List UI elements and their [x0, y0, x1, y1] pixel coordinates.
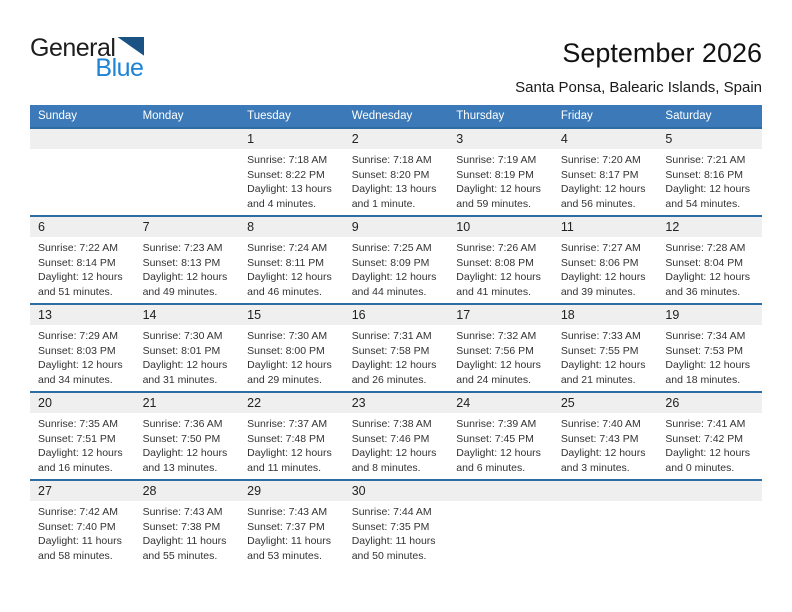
sunrise-text: Sunrise: 7:20 AM [560, 154, 641, 166]
day-number: 1 [239, 129, 344, 149]
day-cell-empty [30, 129, 135, 215]
day-cell [657, 129, 762, 215]
week-row [30, 479, 762, 567]
sunset-text: Sunset: 8:16 PM [665, 168, 744, 181]
daylight-text: Daylight: 12 hours and 44 minutes. [351, 271, 437, 298]
sunrise-text: Sunrise: 7:31 AM [351, 330, 432, 342]
sunrise-text: Sunrise: 7:41 AM [665, 418, 746, 430]
day-number: 6 [30, 217, 135, 237]
day-details [239, 325, 344, 387]
weekday-header-monday: Monday [142, 110, 184, 122]
day-details [657, 413, 762, 475]
daylight-text: Daylight: 12 hours and 24 minutes. [456, 359, 541, 386]
sunset-text: Sunset: 7:40 PM [38, 520, 116, 533]
day-cell-empty [657, 481, 762, 567]
day-cell [239, 129, 344, 215]
weekday-header-saturday: Saturday [665, 110, 712, 122]
daylight-text: Daylight: 12 hours and 51 minutes. [38, 271, 123, 298]
weekday-header-tuesday: Tuesday [247, 110, 291, 122]
day-number: 20 [30, 393, 135, 413]
day-details [553, 413, 658, 475]
week-row [30, 127, 762, 215]
day-details [657, 325, 762, 387]
day-cell [239, 217, 344, 303]
day-cell [448, 305, 553, 391]
sunset-text: Sunset: 7:58 PM [351, 344, 430, 357]
day-details [30, 501, 135, 563]
daylight-text: Daylight: 12 hours and 36 minutes. [665, 271, 751, 298]
day-cell [657, 393, 762, 479]
day-details [135, 501, 240, 563]
daylight-text: Daylight: 12 hours and 16 minutes. [38, 447, 123, 474]
day-number: 11 [553, 217, 658, 237]
day-details [448, 413, 553, 475]
logo-text-general: General [30, 34, 116, 62]
sunrise-text: Sunrise: 7:28 AM [665, 242, 746, 254]
day-cell [344, 481, 449, 567]
daylight-text: Daylight: 12 hours and 21 minutes. [560, 359, 646, 386]
daylight-text: Daylight: 12 hours and 18 minutes. [665, 359, 751, 386]
daylight-text: Daylight: 12 hours and 6 minutes. [456, 447, 541, 474]
day-number: 2 [344, 129, 449, 149]
sunset-text: Sunset: 8:06 PM [560, 256, 639, 269]
sunrise-text: Sunrise: 7:24 AM [247, 242, 328, 254]
sunrise-text: Sunrise: 7:44 AM [351, 506, 432, 518]
week-row [30, 391, 762, 479]
day-cell [448, 393, 553, 479]
day-details [239, 149, 344, 211]
daylight-text: Daylight: 12 hours and 34 minutes. [38, 359, 123, 386]
page-header [30, 0, 762, 105]
weekday-header-thursday: Thursday [456, 110, 505, 122]
day-cell [448, 129, 553, 215]
sunset-text: Sunset: 8:14 PM [38, 256, 116, 269]
sunrise-text: Sunrise: 7:30 AM [247, 330, 328, 342]
day-cell [135, 393, 240, 479]
day-cell [135, 305, 240, 391]
day-number: 15 [239, 305, 344, 325]
day-number: 22 [239, 393, 344, 413]
day-cell-empty [553, 481, 658, 567]
day-cell-empty [448, 481, 553, 567]
page-subtitle: Santa Ponsa, Balearic Islands, Spain [515, 79, 762, 96]
sunrise-text: Sunrise: 7:18 AM [247, 154, 328, 166]
daylight-text: Daylight: 12 hours and 46 minutes. [247, 271, 332, 298]
sunset-text: Sunset: 7:50 PM [142, 432, 221, 445]
daylight-text: Daylight: 12 hours and 11 minutes. [247, 447, 332, 474]
sunset-text: Sunset: 7:56 PM [456, 344, 534, 357]
day-number: 5 [657, 129, 762, 149]
day-details [135, 237, 240, 299]
sunset-text: Sunset: 8:09 PM [351, 256, 430, 269]
page-title: September 2026 [562, 38, 762, 68]
sunset-text: Sunset: 7:46 PM [351, 432, 430, 445]
sunset-text: Sunset: 8:22 PM [247, 168, 325, 181]
sunset-text: Sunset: 8:01 PM [142, 344, 221, 357]
day-cell [30, 217, 135, 303]
daylight-text: Daylight: 12 hours and 29 minutes. [247, 359, 332, 386]
sunset-text: Sunset: 8:00 PM [247, 344, 325, 357]
day-details [135, 325, 240, 387]
sunset-text: Sunset: 7:45 PM [456, 432, 534, 445]
sunrise-text: Sunrise: 7:26 AM [456, 242, 537, 254]
day-cell [30, 481, 135, 567]
sunrise-text: Sunrise: 7:37 AM [247, 418, 328, 430]
calendar-grid [30, 127, 762, 567]
daylight-text: Daylight: 11 hours and 53 minutes. [247, 535, 331, 562]
daylight-text: Daylight: 12 hours and 56 minutes. [560, 183, 646, 210]
day-details [30, 413, 135, 475]
daylight-text: Daylight: 11 hours and 55 minutes. [142, 535, 227, 562]
day-details [448, 325, 553, 387]
day-details [344, 413, 449, 475]
daylight-text: Daylight: 13 hours and 4 minutes. [247, 183, 332, 210]
sunrise-text: Sunrise: 7:27 AM [560, 242, 641, 254]
day-number [657, 481, 762, 501]
day-number: 23 [344, 393, 449, 413]
day-cell [657, 217, 762, 303]
day-cell [30, 393, 135, 479]
day-cell [553, 129, 658, 215]
sunrise-text: Sunrise: 7:33 AM [560, 330, 641, 342]
sunrise-text: Sunrise: 7:34 AM [665, 330, 746, 342]
day-cell [135, 217, 240, 303]
sunrise-text: Sunrise: 7:19 AM [456, 154, 537, 166]
daylight-text: Daylight: 12 hours and 13 minutes. [142, 447, 228, 474]
day-details [239, 413, 344, 475]
sunrise-text: Sunrise: 7:29 AM [38, 330, 118, 342]
day-details [344, 325, 449, 387]
day-cell [239, 393, 344, 479]
weekday-header-friday: Friday [560, 110, 593, 122]
sunrise-text: Sunrise: 7:30 AM [142, 330, 223, 342]
day-number: 26 [657, 393, 762, 413]
sunset-text: Sunset: 8:17 PM [560, 168, 639, 181]
sunset-text: Sunset: 8:04 PM [665, 256, 744, 269]
sunset-text: Sunset: 7:35 PM [351, 520, 430, 533]
day-number [135, 129, 240, 149]
day-cell-empty [135, 129, 240, 215]
title-block [515, 36, 762, 96]
day-number: 18 [553, 305, 658, 325]
day-cell [553, 305, 658, 391]
day-details [239, 237, 344, 299]
sunrise-text: Sunrise: 7:23 AM [142, 242, 223, 254]
daylight-text: Daylight: 12 hours and 3 minutes. [560, 447, 646, 474]
sunset-text: Sunset: 7:42 PM [665, 432, 744, 445]
day-cell [30, 305, 135, 391]
day-details [344, 149, 449, 211]
day-cell [344, 305, 449, 391]
daylight-text: Daylight: 13 hours and 1 minute. [351, 183, 437, 210]
day-details [657, 149, 762, 211]
daylight-text: Daylight: 11 hours and 50 minutes. [351, 535, 436, 562]
sunrise-text: Sunrise: 7:43 AM [247, 506, 328, 518]
day-details [448, 237, 553, 299]
day-details [30, 237, 135, 299]
sunset-text: Sunset: 8:03 PM [38, 344, 116, 357]
sunrise-text: Sunrise: 7:25 AM [351, 242, 432, 254]
day-number: 17 [448, 305, 553, 325]
daylight-text: Daylight: 12 hours and 39 minutes. [560, 271, 646, 298]
day-number: 3 [448, 129, 553, 149]
day-number [448, 481, 553, 501]
sunrise-text: Sunrise: 7:39 AM [456, 418, 537, 430]
day-details [657, 237, 762, 299]
day-details [553, 237, 658, 299]
daylight-text: Daylight: 12 hours and 59 minutes. [456, 183, 541, 210]
day-number: 27 [30, 481, 135, 501]
daylight-text: Daylight: 12 hours and 8 minutes. [351, 447, 437, 474]
day-number: 19 [657, 305, 762, 325]
sunrise-text: Sunrise: 7:21 AM [665, 154, 746, 166]
sunrise-text: Sunrise: 7:43 AM [142, 506, 223, 518]
sunset-text: Sunset: 7:38 PM [142, 520, 221, 533]
day-number: 12 [657, 217, 762, 237]
day-number [553, 481, 658, 501]
sunrise-text: Sunrise: 7:18 AM [351, 154, 432, 166]
day-cell [344, 393, 449, 479]
day-cell [135, 481, 240, 567]
weekday-header-row [30, 105, 762, 127]
day-number: 10 [448, 217, 553, 237]
day-number: 21 [135, 393, 240, 413]
day-number: 9 [344, 217, 449, 237]
sunrise-text: Sunrise: 7:40 AM [560, 418, 641, 430]
day-number: 13 [30, 305, 135, 325]
day-details [30, 325, 135, 387]
day-number: 4 [553, 129, 658, 149]
sunset-text: Sunset: 7:51 PM [38, 432, 116, 445]
day-number: 14 [135, 305, 240, 325]
sunrise-text: Sunrise: 7:35 AM [38, 418, 118, 430]
week-row [30, 215, 762, 303]
day-number: 16 [344, 305, 449, 325]
sunset-text: Sunset: 7:55 PM [560, 344, 639, 357]
day-details [553, 149, 658, 211]
sunset-text: Sunset: 7:48 PM [247, 432, 325, 445]
sunset-text: Sunset: 7:53 PM [665, 344, 744, 357]
general-blue-logo [30, 36, 144, 81]
daylight-text: Daylight: 11 hours and 58 minutes. [38, 535, 122, 562]
day-number: 29 [239, 481, 344, 501]
day-cell [448, 217, 553, 303]
daylight-text: Daylight: 12 hours and 0 minutes. [665, 447, 751, 474]
day-cell [239, 305, 344, 391]
day-number: 8 [239, 217, 344, 237]
day-number: 25 [553, 393, 658, 413]
sunset-text: Sunset: 7:37 PM [247, 520, 325, 533]
day-details [344, 501, 449, 563]
weekday-header-sunday: Sunday [38, 110, 78, 122]
day-cell [239, 481, 344, 567]
daylight-text: Daylight: 12 hours and 26 minutes. [351, 359, 437, 386]
day-number: 24 [448, 393, 553, 413]
sunset-text: Sunset: 8:20 PM [351, 168, 430, 181]
day-details [448, 149, 553, 211]
day-cell [657, 305, 762, 391]
weekday-header-wednesday: Wednesday [351, 110, 413, 122]
week-row [30, 303, 762, 391]
daylight-text: Daylight: 12 hours and 41 minutes. [456, 271, 541, 298]
day-number: 30 [344, 481, 449, 501]
daylight-text: Daylight: 12 hours and 31 minutes. [142, 359, 228, 386]
sunset-text: Sunset: 8:13 PM [142, 256, 221, 269]
sunrise-text: Sunrise: 7:22 AM [38, 242, 118, 254]
sunrise-text: Sunrise: 7:38 AM [351, 418, 432, 430]
day-cell [553, 217, 658, 303]
day-details [239, 501, 344, 563]
sunset-text: Sunset: 7:43 PM [560, 432, 639, 445]
daylight-text: Daylight: 12 hours and 54 minutes. [665, 183, 751, 210]
daylight-text: Daylight: 12 hours and 49 minutes. [142, 271, 228, 298]
day-number: 7 [135, 217, 240, 237]
day-details [344, 237, 449, 299]
day-cell [344, 217, 449, 303]
day-details [553, 325, 658, 387]
day-number: 28 [135, 481, 240, 501]
sunrise-text: Sunrise: 7:42 AM [38, 506, 118, 518]
day-cell [344, 129, 449, 215]
logo-text-blue: Blue [95, 54, 144, 82]
sunset-text: Sunset: 8:08 PM [456, 256, 534, 269]
day-details [135, 413, 240, 475]
day-cell [553, 393, 658, 479]
calendar-table [30, 105, 762, 567]
sunset-text: Sunset: 8:11 PM [247, 256, 324, 269]
sunrise-text: Sunrise: 7:32 AM [456, 330, 537, 342]
sunset-text: Sunset: 8:19 PM [456, 168, 534, 181]
sunrise-text: Sunrise: 7:36 AM [142, 418, 223, 430]
day-number [30, 129, 135, 149]
